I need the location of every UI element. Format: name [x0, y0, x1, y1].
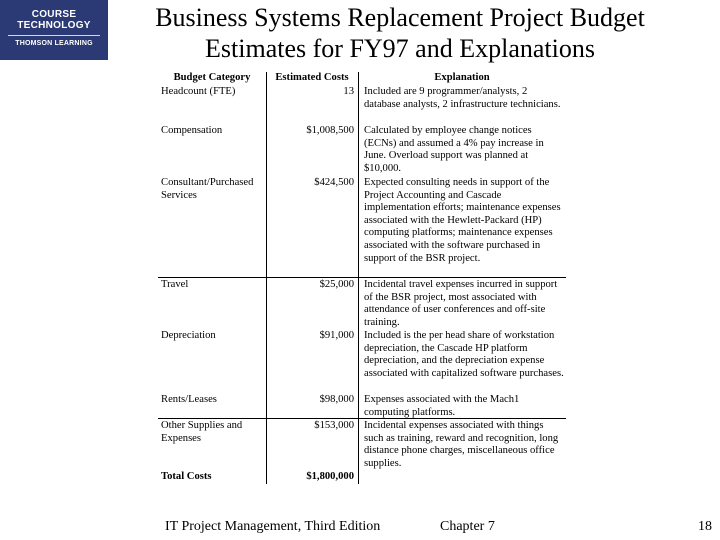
row-category: Depreciation — [161, 330, 216, 341]
row-category: Travel — [161, 279, 189, 290]
budget-table — [158, 72, 566, 484]
row-cost: $98,000 — [319, 394, 354, 405]
header-explanation: Explanation — [434, 72, 490, 83]
row-explanation: Expenses associated with the Mach1 computing platforms. — [364, 394, 520, 418]
table-header — [158, 72, 566, 87]
row-category: Compensation — [161, 125, 223, 136]
row-explanation: Included is the per head share of workstation depreciation, the Cascade HP platform depreciation, and the depreciation expense associated with capitalized software purchases. — [364, 330, 564, 379]
header-budget-category: Budget Category — [173, 72, 251, 83]
row-explanation: Incidental expenses associated with things such as training, reward and recognition, long distance phone charges, miscellaneous office supplies. — [364, 420, 559, 469]
row-explanation: Calculated by employee change notices (ECNs) and assumed a 4% pay increase in June. Overload support was planned at $10,000. — [364, 125, 544, 174]
table-row — [158, 420, 566, 470]
footer-chapter: Chapter 7 — [440, 519, 495, 534]
row-explanation: Expected consulting needs in support of the Project Accounting and Cascade implementation efforts; maintenance expenses associated with the Hewlett-Packard (HP) computing platforms; maintenance expenses associated with the software purchased in support of the BSR project. — [364, 177, 561, 264]
slide-title-line-2: Estimates for FY97 and Explanations — [205, 34, 595, 63]
row-category: Other Supplies and Expenses — [161, 420, 243, 444]
footer-book-title: IT Project Management, Third Edition — [165, 519, 381, 534]
header-estimated-costs: Estimated Costs — [275, 72, 349, 83]
table-row — [158, 86, 566, 125]
row-cost: $91,000 — [319, 330, 354, 341]
row-explanation: Incidental travel expenses incurred in support of the BSR project, most associated with attendance of user conferences and off-site training. — [364, 279, 558, 328]
row-cost: $1,008,500 — [306, 125, 354, 136]
logo-line-publisher: THOMSON LEARNING — [15, 40, 93, 47]
row-cost: $153,000 — [314, 420, 354, 431]
row-cost: 13 — [343, 86, 354, 97]
total-cost: $1,800,000 — [306, 471, 354, 482]
logo-line-technology: TECHNOLOGY — [17, 20, 91, 31]
logo-line-course: COURSE — [31, 9, 77, 20]
slide-title-line-1: Business Systems Replacement Project Budget — [155, 3, 645, 32]
row-category: Headcount (FTE) — [161, 86, 236, 97]
slide-title — [120, 2, 680, 64]
publisher-logo — [0, 0, 108, 60]
row-cost: $25,000 — [319, 279, 354, 290]
row-category: Rents/Leases — [161, 394, 217, 405]
table-total-row — [158, 471, 566, 484]
table-row — [158, 177, 566, 278]
logo-divider — [8, 35, 100, 36]
row-explanation: Included are 9 programmer/analysts, 2 database analysts, 2 infrastructure technicians. — [364, 86, 561, 110]
table-row — [158, 279, 566, 330]
table-row — [158, 394, 566, 419]
footer-page-number: 18 — [698, 519, 712, 534]
row-category: Consultant/Purchased Services — [161, 177, 254, 201]
total-label: Total Costs — [161, 471, 212, 482]
row-cost: $424,500 — [314, 177, 354, 188]
table-row — [158, 125, 566, 177]
table-row — [158, 330, 566, 394]
